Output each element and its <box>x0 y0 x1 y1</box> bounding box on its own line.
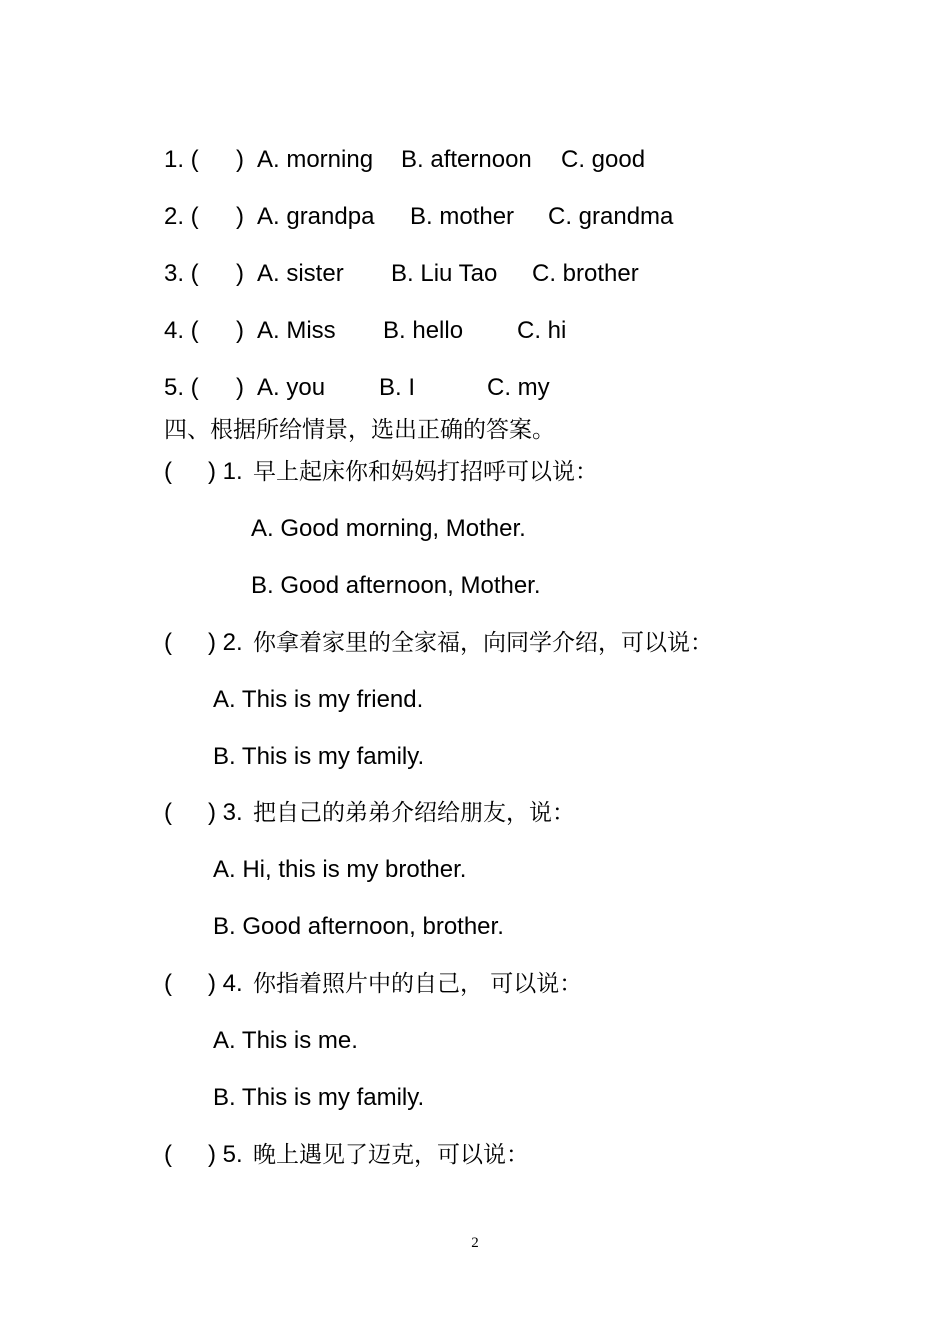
option-a: A. grandpa <box>257 203 375 230</box>
answer-bracket: ) <box>236 317 244 344</box>
item-number: 4. ( <box>164 317 199 344</box>
option-c: C. grandma <box>548 203 674 230</box>
option-a: A. Miss <box>257 317 336 344</box>
question-2-option-a: A. This is my friend. <box>213 686 424 713</box>
option-b: B. Liu Tao <box>391 260 498 287</box>
answer-bracket: ( <box>164 458 172 485</box>
section-heading: 四、根据所给情景，选出正确的答案。 <box>164 417 555 443</box>
question-prompt: 早上起床你和妈妈打招呼可以说： <box>253 459 598 485</box>
page-number: 2 <box>471 1235 479 1251</box>
question-number: ) 1. <box>208 458 243 485</box>
option-c: C. brother <box>532 260 639 287</box>
question-number: ) 3. <box>208 799 243 826</box>
question-number: ) 2. <box>208 629 243 656</box>
question-prompt: 你拿着家里的全家福，向同学介绍，可以说： <box>253 630 713 656</box>
question-2-option-b: B. This is my family. <box>213 743 425 770</box>
question-4-option-b: B. This is my family. <box>213 1084 425 1111</box>
option-c: C. hi <box>517 317 567 344</box>
option-b: B. afternoon <box>401 146 532 173</box>
item-number: 2. ( <box>164 203 199 230</box>
option-a: A. you <box>257 374 326 401</box>
item-number: 1. ( <box>164 146 199 173</box>
answer-bracket: ( <box>164 799 172 826</box>
answer-bracket: ) <box>236 374 244 401</box>
option-b: B. hello <box>383 317 464 344</box>
item-number: 5. ( <box>164 374 199 401</box>
answer-bracket: ( <box>164 970 172 997</box>
option-b: B. I <box>379 374 416 401</box>
question-prompt: 晚上遇见了迈克，可以说： <box>253 1142 529 1168</box>
question-prompt: 把自己的弟弟介绍给朋友，说： <box>253 800 575 826</box>
option-a: A. sister <box>257 260 344 287</box>
answer-bracket: ) <box>236 260 244 287</box>
answer-bracket: ( <box>164 629 172 656</box>
question-prompt: 你指着照片中的自己， 可以说： <box>253 971 583 997</box>
option-b: B. mother <box>410 203 515 230</box>
answer-bracket: ) <box>236 146 244 173</box>
option-c: C. good <box>561 146 646 173</box>
answer-bracket: ( <box>164 1141 172 1168</box>
question-1-option-b: B. Good afternoon, Mother. <box>251 572 541 599</box>
answer-bracket: ) <box>236 203 244 230</box>
question-number: ) 5. <box>208 1141 243 1168</box>
question-4-option-a: A. This is me. <box>213 1027 358 1054</box>
question-1-option-a: A. Good morning, Mother. <box>251 515 526 542</box>
option-c: C. my <box>487 374 550 401</box>
question-3-option-b: B. Good afternoon, brother. <box>213 913 504 940</box>
question-3-option-a: A. Hi, this is my brother. <box>213 856 467 883</box>
item-number: 3. ( <box>164 260 199 287</box>
question-number: ) 4. <box>208 970 243 997</box>
option-a: A. morning <box>257 146 374 173</box>
